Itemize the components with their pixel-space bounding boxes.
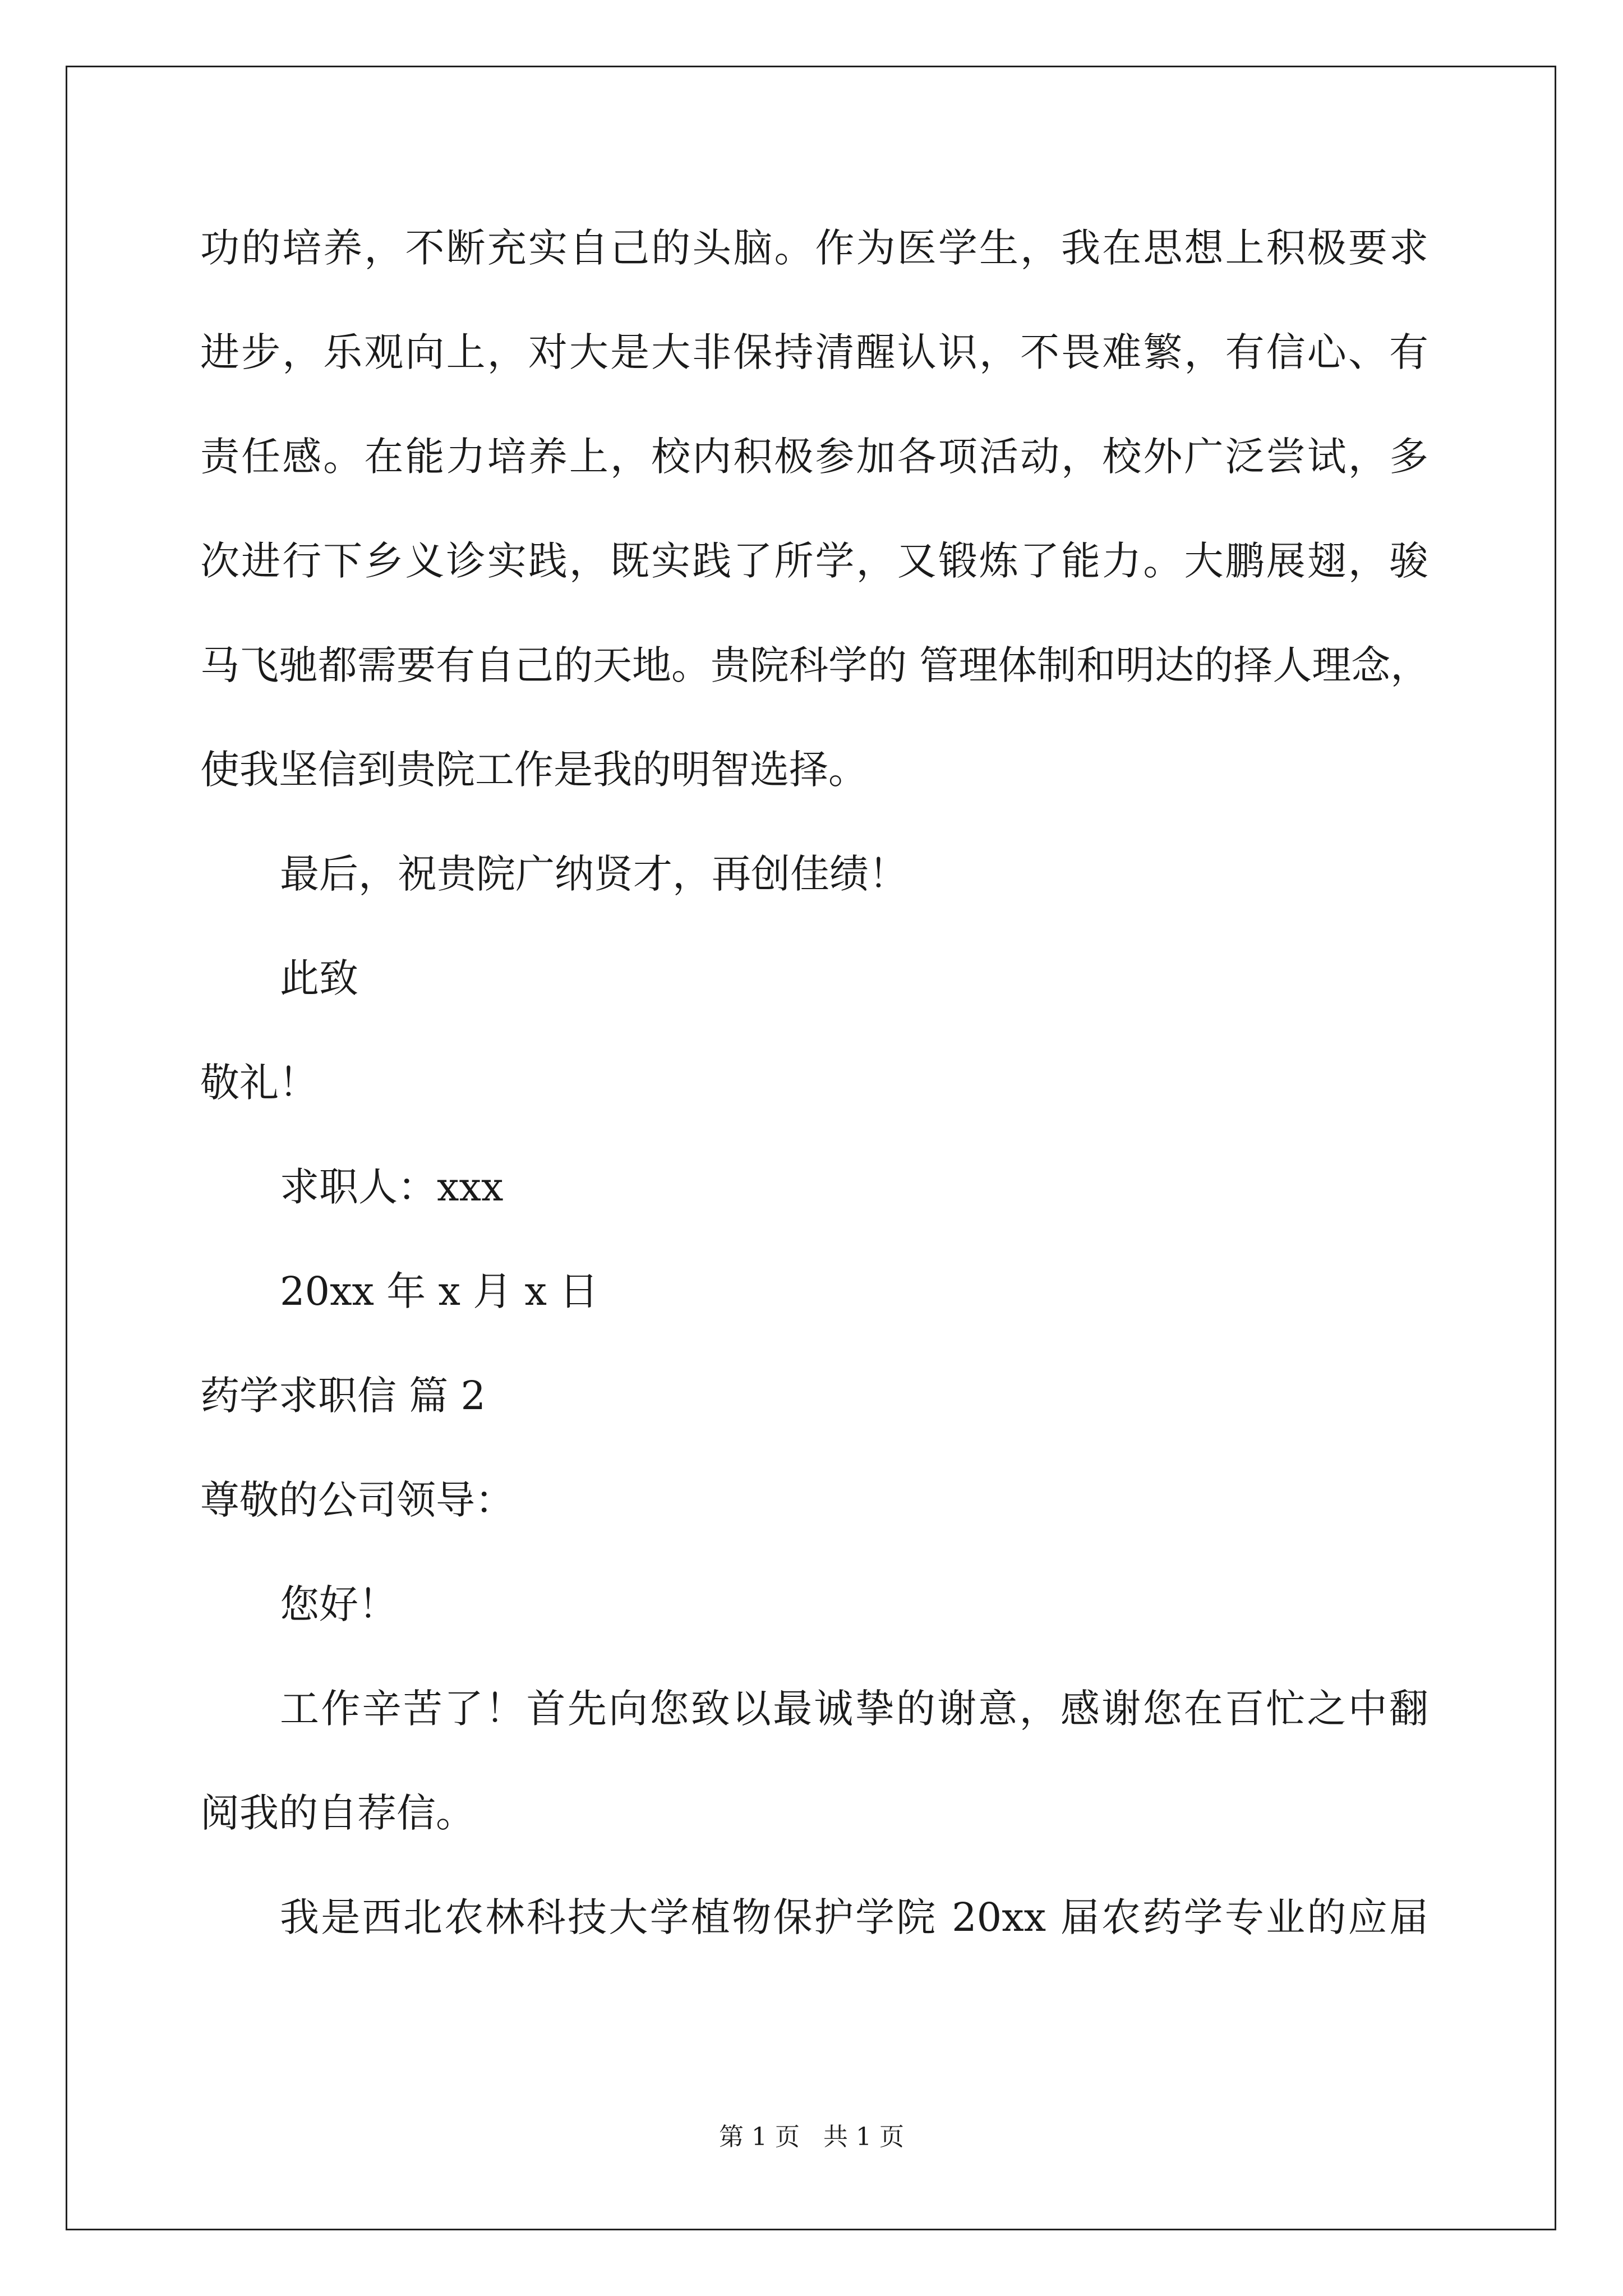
paragraph-line: 功的培养，不断充实自己的头脑。作为医学生，我在思想上积极要求	[200, 225, 1428, 271]
page-footer: 第 1 页 共 1 页	[719, 2123, 904, 2151]
paragraph-line: 使我坚信到贵院工作是我的明智选择。	[200, 747, 868, 793]
document-body	[200, 209, 1428, 1982]
paragraph-line: 我是西北农林科技大学植物保护学院 20xx 届农药学专业的应届	[280, 1894, 1428, 1940]
closing-wish: 最后，祝贵院广纳贤才，再创佳绩！	[280, 851, 908, 897]
paragraph-line: 工作辛苦了！首先向您致以最诚挚的谢意，感谢您在百忙之中翻	[280, 1686, 1428, 1732]
paragraph-line: 马飞驰都需要有自己的天地。贵院科学的 管理体制和明达的择人理念，	[200, 642, 1430, 688]
greeting-hello: 您好！	[280, 1581, 398, 1627]
salutation-regards: 敬礼！	[200, 1060, 318, 1106]
greeting-recipient: 尊敬的公司领导：	[200, 1477, 514, 1523]
paragraph-line: 进步，乐观向上，对大是大非保持清醒认识，不畏难繁，有信心、有	[200, 329, 1428, 375]
section-heading: 药学求职信 篇 2	[200, 1373, 486, 1419]
applicant-signature: 求职人：xxx	[280, 1164, 504, 1210]
paragraph-line: 责任感。在能力培养上，校内积极参加各项活动，校外广泛尝试，多	[200, 434, 1428, 480]
letter-date: 20xx 年 x 月 x 日	[280, 1268, 599, 1314]
paragraph-line: 次进行下乡义诊实践，既实践了所学，又锻炼了能力。大鹏展翅，骏	[200, 538, 1428, 584]
paragraph-line: 阅我的自荐信。	[200, 1790, 475, 1836]
salutation-close: 此致	[280, 955, 358, 1001]
